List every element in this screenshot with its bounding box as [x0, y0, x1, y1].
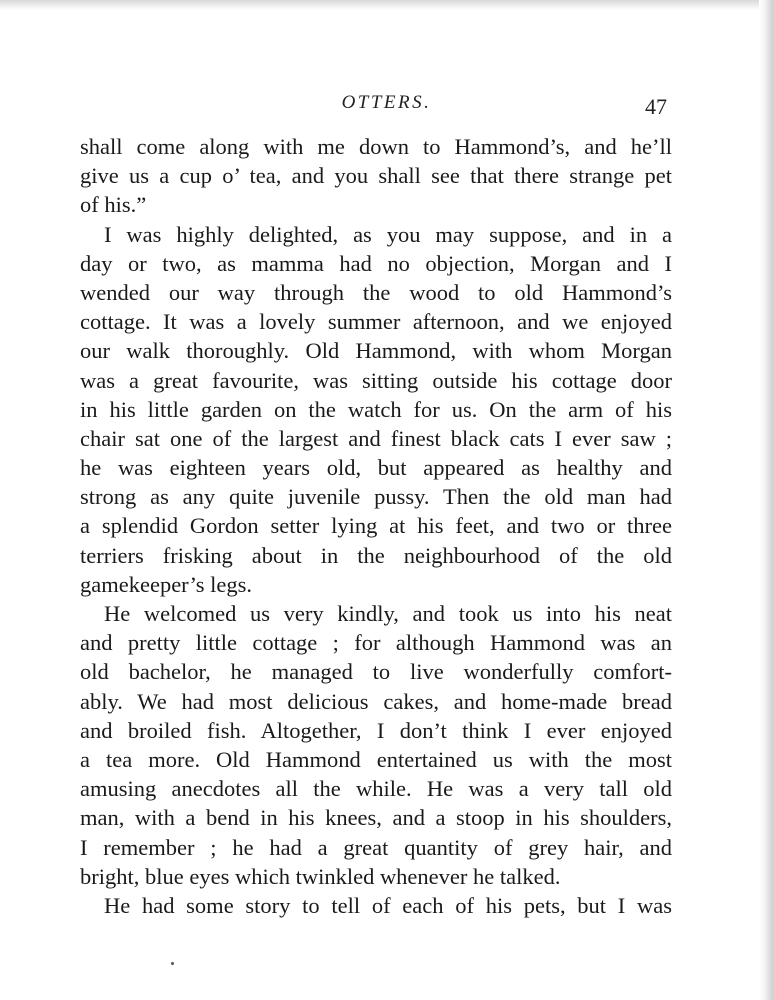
- text-line: shall come along with me down to Hammond’s, and he’ll: [80, 134, 672, 159]
- ink-speck: [171, 962, 174, 965]
- running-title: OTTERS.: [341, 92, 432, 113]
- text-line: chair sat one of the largest and finest black cats I ever saw ;: [80, 425, 672, 451]
- text-line: bright, blue eyes which twinkled whenever he talked.: [80, 863, 561, 889]
- text-line: our walk thoroughly. Old Hammond, with whom Morgan: [80, 338, 672, 364]
- text-line: I was highly delighted, as you may suppose, and in a: [104, 221, 672, 247]
- text-line: ably. We had most delicious cakes, and home-made bread: [80, 688, 672, 714]
- text-line: give us a cup o’ tea, and you shall see that there strange pet: [80, 163, 672, 189]
- page-number: 47: [645, 94, 667, 119]
- text-line: in his little garden on the watch for us. On the arm of his: [80, 396, 672, 422]
- text-line: terriers frisking about in the neighbourhood of the old: [80, 542, 672, 568]
- text-line: I remember ; he had a great quantity of grey hair, and: [80, 834, 672, 860]
- text-line: day or two, as mamma had no objection, Morgan and I: [80, 250, 672, 276]
- text-line: man, with a bend in his knees, and a stoop in his shoulders,: [80, 805, 672, 831]
- text-line: cottage. It was a lovely summer afternoon, and we enjoyed: [80, 309, 672, 335]
- text-line: He had some story to tell of each of his pets, but I was: [104, 892, 672, 918]
- text-line: and broiled fish. Altogether, I don’t think I ever enjoyed: [80, 717, 672, 743]
- text-line: and pretty little cottage ; for although Hammond was an: [80, 630, 672, 656]
- body-text: [80, 132, 672, 920]
- text-line: of his.”: [80, 192, 147, 218]
- scan-edge-top: [0, 0, 773, 10]
- text-line: strong as any quite juvenile pussy. Then the old man had: [80, 484, 672, 510]
- text-line: He welcomed us very kindly, and took us into his neat: [104, 601, 672, 626]
- text-line: amusing anecdotes all the while. He was a very tall old: [80, 776, 672, 802]
- text-line: he was eighteen years old, but appeared as healthy and: [80, 455, 672, 481]
- text-line: a tea more. Old Hammond entertained us with the most: [80, 746, 672, 772]
- running-head: [0, 92, 773, 122]
- text-line: was a great favourite, was sitting outside his cottage door: [80, 367, 672, 393]
- text-line: a splendid Gordon setter lying at his feet, and two or three: [80, 513, 672, 539]
- scan-edge-right: [759, 0, 773, 1000]
- text-line: old bachelor, he managed to live wonderfully comfort-: [80, 659, 672, 685]
- text-line: gamekeeper’s legs.: [80, 571, 253, 597]
- text-line: wended our way through the wood to old Hammond’s: [80, 279, 672, 305]
